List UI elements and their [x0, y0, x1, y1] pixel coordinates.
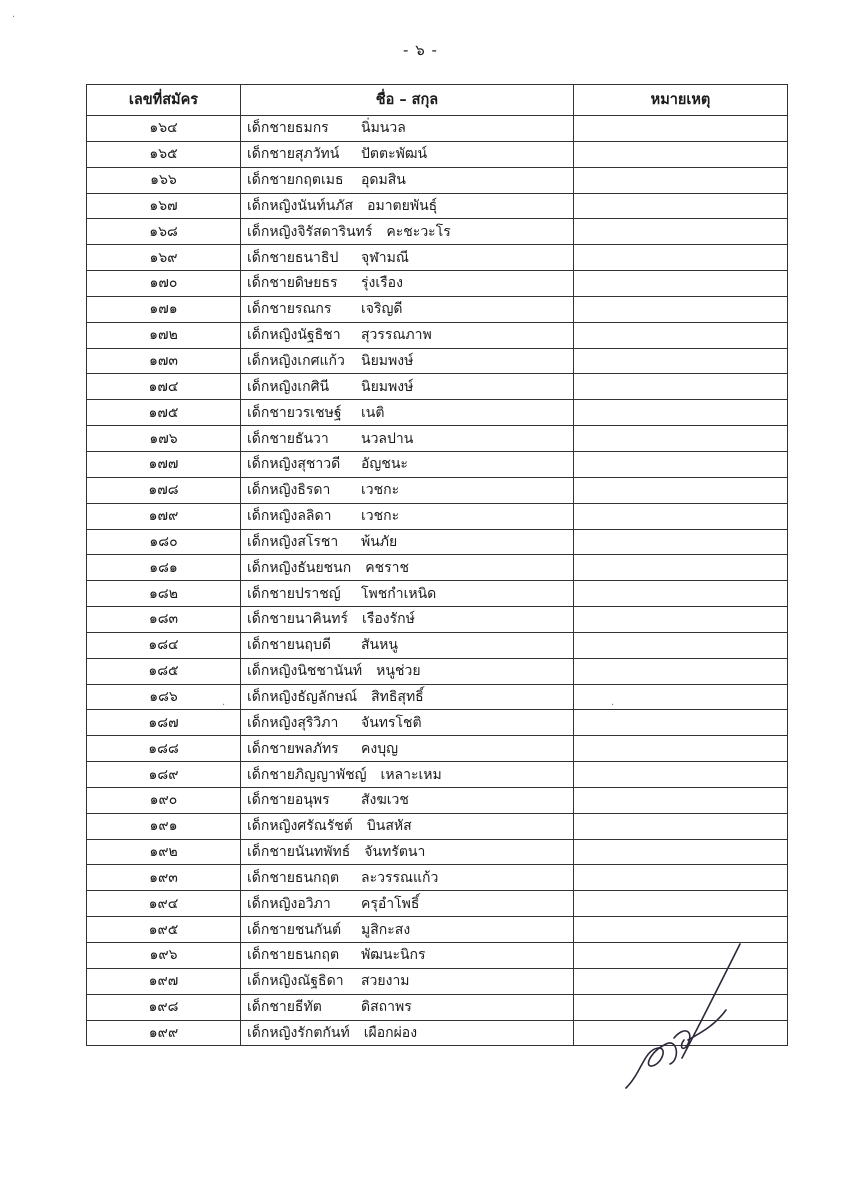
last-name: อมาตยพันธุ์	[367, 197, 438, 214]
table-row	[87, 839, 788, 865]
remarks-cell	[574, 426, 788, 452]
remarks-cell	[574, 219, 788, 245]
first-name: เด็กหญิงธิรดา	[247, 482, 331, 499]
remarks-cell	[574, 400, 788, 426]
application-number-cell: ๑๗๒	[87, 322, 241, 348]
table-row	[87, 219, 788, 245]
last-name: อัญชนะ	[361, 456, 408, 473]
remarks-cell	[574, 141, 788, 167]
table-row	[87, 296, 788, 322]
full-name-cell	[241, 658, 574, 684]
last-name: ครุอำโพธิ์	[361, 895, 420, 912]
remarks-cell	[574, 658, 788, 684]
table-row	[87, 167, 788, 193]
first-name: เด็กหญิงสุชาวดี	[247, 456, 341, 473]
application-number-cell: ๑๙๔	[87, 891, 241, 917]
last-name: อุดมสิน	[361, 172, 406, 189]
table-row	[87, 322, 788, 348]
application-number-cell: ๑๗๖	[87, 426, 241, 452]
remarks-cell	[574, 581, 788, 607]
application-number-cell: ๑๘๐	[87, 529, 241, 555]
last-name: มูสิกะสง	[361, 921, 411, 938]
header-remarks: หมายเหตุ	[574, 85, 788, 116]
remarks-cell	[574, 271, 788, 297]
scan-speck: ·	[222, 700, 226, 711]
last-name: เหลาะเหม	[380, 766, 442, 783]
full-name-cell	[241, 322, 574, 348]
table-row	[87, 762, 788, 788]
last-name: เจริญดี	[361, 301, 403, 318]
full-name-cell	[241, 555, 574, 581]
application-number-cell: ๑๗๗	[87, 451, 241, 477]
first-name: เด็กชายสุภวัทน์	[247, 146, 340, 163]
remarks-cell	[574, 477, 788, 503]
table-row	[87, 684, 788, 710]
table-row	[87, 529, 788, 555]
full-name-cell	[241, 348, 574, 374]
application-number-cell: ๑๙๑	[87, 813, 241, 839]
first-name: เด็กชายชนกันต์	[247, 921, 342, 938]
first-name: เด็กชายวรเชษฐ์	[247, 404, 342, 421]
full-name-cell	[241, 271, 574, 297]
table-body	[87, 116, 788, 1046]
full-name-cell	[241, 477, 574, 503]
last-name: สิทธิสุทธิ์	[371, 688, 424, 705]
full-name-cell	[241, 116, 574, 142]
handwritten-signature	[622, 940, 750, 1090]
full-name-cell	[241, 426, 574, 452]
full-name-cell	[241, 400, 574, 426]
remarks-cell	[574, 116, 788, 142]
application-number-cell: ๑๖๖	[87, 167, 241, 193]
full-name-cell	[241, 219, 574, 245]
last-name: ดิสถาพร	[361, 999, 412, 1016]
application-number-cell: ๑๗๑	[87, 296, 241, 322]
application-number-cell: ๑๘๔	[87, 632, 241, 658]
last-name: คชราช	[365, 559, 409, 576]
application-number-cell: ๑๘๒	[87, 581, 241, 607]
remarks-cell	[574, 787, 788, 813]
remarks-cell	[574, 710, 788, 736]
header-full-name: ชื่อ – สกุล	[241, 85, 574, 116]
last-name: ละวรรณแก้ว	[361, 869, 439, 886]
last-name: คะชะวะโร	[386, 223, 451, 240]
first-name: เด็กชายดิษยธร	[247, 275, 338, 292]
first-name: เด็กหญิงนันท์นภัส	[247, 197, 354, 214]
first-name: เด็กชายธีทัต	[247, 999, 322, 1016]
application-number-cell: ๑๖๕	[87, 141, 241, 167]
last-name: บินสหัส	[366, 818, 412, 835]
full-name-cell	[241, 736, 574, 762]
remarks-cell	[574, 839, 788, 865]
full-name-cell	[241, 529, 574, 555]
application-number-cell: ๑๗๘	[87, 477, 241, 503]
application-number-cell: ๑๘๙	[87, 762, 241, 788]
first-name: เด็กชายธนกฤต	[247, 947, 340, 964]
table-row	[87, 348, 788, 374]
last-name: คงบุญ	[361, 740, 399, 757]
remarks-cell	[574, 891, 788, 917]
first-name: เด็กหญิงเกศินี	[247, 378, 330, 395]
table-row	[87, 193, 788, 219]
application-number-cell: ๑๗๐	[87, 271, 241, 297]
full-name-cell	[241, 891, 574, 917]
table-row	[87, 245, 788, 271]
remarks-cell	[574, 296, 788, 322]
application-number-cell: ๑๘๖	[87, 684, 241, 710]
first-name: เด็กชายรณกร	[247, 301, 332, 318]
full-name-cell	[241, 607, 574, 633]
scan-speck: ·	[611, 700, 615, 711]
full-name-cell	[241, 193, 574, 219]
full-name-cell	[241, 245, 574, 271]
application-number-cell: ๑๖๔	[87, 116, 241, 142]
first-name: เด็กหญิงเกศแก้ว	[247, 353, 345, 370]
first-name: เด็กชายธมกร	[247, 120, 329, 137]
remarks-cell	[574, 736, 788, 762]
last-name: นิยมพงษ์	[361, 353, 414, 370]
table-row	[87, 865, 788, 891]
full-name-cell	[241, 581, 574, 607]
first-name: เด็กหญิงสุริวิภา	[247, 714, 339, 731]
first-name: เด็กชายภิญญาพัชญ์	[247, 766, 367, 783]
scan-speck: ·	[12, 12, 16, 23]
remarks-cell	[574, 762, 788, 788]
last-name: พัฒนะนิกร	[361, 947, 426, 964]
first-name: เด็กหญิงลลิดา	[247, 508, 332, 525]
application-number-cell: ๑๙๖	[87, 943, 241, 969]
application-number-cell: ๑๘๓	[87, 607, 241, 633]
full-name-cell	[241, 839, 574, 865]
application-number-cell: ๑๘๗	[87, 710, 241, 736]
last-name: เวชกะ	[361, 482, 400, 499]
application-number-cell: ๑๘๑	[87, 555, 241, 581]
table-row	[87, 271, 788, 297]
table-row	[87, 555, 788, 581]
last-name: สังฆเวช	[361, 792, 409, 809]
remarks-cell	[574, 322, 788, 348]
first-name: เด็กหญิงนัฐธิชา	[247, 327, 341, 344]
last-name: นวลปาน	[361, 430, 414, 447]
table-row	[87, 374, 788, 400]
full-name-cell	[241, 296, 574, 322]
table-row	[87, 116, 788, 142]
application-number-cell: ๑๙๒	[87, 839, 241, 865]
table-row	[87, 813, 788, 839]
table-row	[87, 607, 788, 633]
remarks-cell	[574, 813, 788, 839]
application-number-cell: ๑๗๔	[87, 374, 241, 400]
table-row	[87, 426, 788, 452]
last-name: เรืองรักษ์	[362, 611, 415, 628]
full-name-cell	[241, 632, 574, 658]
full-name-cell	[241, 994, 574, 1020]
application-number-cell: ๑๘๘	[87, 736, 241, 762]
first-name: เด็กหญิงนิชชานันท์	[247, 663, 363, 680]
remarks-cell	[574, 529, 788, 555]
application-number-cell: ๑๙๕	[87, 917, 241, 943]
full-name-cell	[241, 762, 574, 788]
first-name: เด็กชายอนุพร	[247, 792, 330, 809]
first-name: เด็กหญิงอวิภา	[247, 895, 331, 912]
application-number-cell: ๑๙๐	[87, 787, 241, 813]
application-number-cell: ๑๗๙	[87, 503, 241, 529]
full-name-cell	[241, 943, 574, 969]
first-name: เด็กหญิงศรัณรัชต์	[247, 818, 353, 835]
application-number-cell: ๑๙๗	[87, 968, 241, 994]
table-row	[87, 891, 788, 917]
full-name-cell	[241, 917, 574, 943]
last-name: ปัตตะพัฒน์	[361, 146, 428, 163]
table-row	[87, 400, 788, 426]
first-name: เด็กชายนันทพัทธ์	[247, 844, 351, 861]
last-name: โพชกำเหนิด	[361, 585, 437, 602]
first-name: เด็กชายธนกฤต	[247, 869, 340, 886]
full-name-cell	[241, 813, 574, 839]
last-name: นิ่มนวล	[361, 120, 406, 137]
first-name: เด็กชายนาคินทร์	[247, 611, 349, 628]
table-row	[87, 658, 788, 684]
table-header-row	[87, 85, 788, 116]
table-row	[87, 917, 788, 943]
remarks-cell	[574, 684, 788, 710]
remarks-cell	[574, 555, 788, 581]
first-name: เด็กหญิงณัฐธิดา	[247, 973, 344, 990]
last-name: สันหนู	[361, 637, 398, 654]
table-row	[87, 787, 788, 813]
first-name: เด็กหญิงธัญลักษณ์	[247, 688, 358, 705]
remarks-cell	[574, 451, 788, 477]
last-name: เวชกะ	[361, 508, 400, 525]
first-name: เด็กหญิงสโรชา	[247, 533, 339, 550]
application-number-cell: ๑๘๕	[87, 658, 241, 684]
full-name-cell	[241, 710, 574, 736]
application-number-cell: ๑๙๘	[87, 994, 241, 1020]
table-row	[87, 736, 788, 762]
remarks-cell	[574, 917, 788, 943]
last-name: สุวรรณภาพ	[361, 327, 432, 344]
table-row	[87, 477, 788, 503]
full-name-cell	[241, 503, 574, 529]
last-name: จุฬามณี	[361, 249, 409, 266]
full-name-cell	[241, 684, 574, 710]
table-row	[87, 710, 788, 736]
application-number-cell: ๑๖๙	[87, 245, 241, 271]
full-name-cell	[241, 787, 574, 813]
last-name: หนูช่วย	[376, 663, 421, 680]
remarks-cell	[574, 374, 788, 400]
remarks-cell	[574, 167, 788, 193]
first-name: เด็กชายนฤบดี	[247, 637, 331, 654]
application-number-cell: ๑๗๓	[87, 348, 241, 374]
application-number-cell: ๑๙๙	[87, 1020, 241, 1046]
last-name: จันทรัตนา	[364, 844, 426, 861]
last-name: สวยงาม	[361, 973, 410, 990]
application-number-cell: ๑๙๓	[87, 865, 241, 891]
remarks-cell	[574, 503, 788, 529]
table-row	[87, 141, 788, 167]
last-name: นิยมพงษ์	[361, 378, 414, 395]
remarks-cell	[574, 245, 788, 271]
table-row	[87, 632, 788, 658]
remarks-cell	[574, 632, 788, 658]
full-name-cell	[241, 451, 574, 477]
last-name: รุ่งเรือง	[361, 275, 403, 292]
first-name: เด็กหญิงจิรัสดารินทร์	[247, 223, 373, 240]
application-number-cell: ๑๗๕	[87, 400, 241, 426]
last-name: เผือกผ่อง	[363, 1024, 418, 1041]
first-name: เด็กชายปราชญ์	[247, 585, 341, 602]
header-application-number: เลขที่สมัคร	[87, 85, 241, 116]
remarks-cell	[574, 607, 788, 633]
full-name-cell	[241, 167, 574, 193]
full-name-cell	[241, 1020, 574, 1046]
last-name: จันทรโชติ	[361, 714, 422, 731]
full-name-cell	[241, 374, 574, 400]
last-name: พ้นภัย	[361, 533, 398, 550]
first-name: เด็กชายธันวา	[247, 430, 329, 447]
remarks-cell	[574, 193, 788, 219]
table-row	[87, 581, 788, 607]
first-name: เด็กชายธนาธิป	[247, 249, 339, 266]
page-number: - ๖ -	[403, 41, 438, 59]
table-row	[87, 451, 788, 477]
table-row	[87, 503, 788, 529]
full-name-cell	[241, 865, 574, 891]
first-name: เด็กชายพลภัทร	[247, 740, 339, 757]
application-number-cell: ๑๖๘	[87, 219, 241, 245]
first-name: เด็กหญิงรักตกันท์	[247, 1024, 350, 1041]
last-name: เนติ	[361, 404, 385, 421]
remarks-cell	[574, 865, 788, 891]
full-name-cell	[241, 141, 574, 167]
remarks-cell	[574, 348, 788, 374]
full-name-cell	[241, 968, 574, 994]
applicant-table	[86, 84, 788, 1046]
first-name: เด็กหญิงธันยชนก	[247, 559, 352, 576]
application-number-cell: ๑๖๗	[87, 193, 241, 219]
first-name: เด็กชายกฤตเมธ	[247, 172, 344, 189]
